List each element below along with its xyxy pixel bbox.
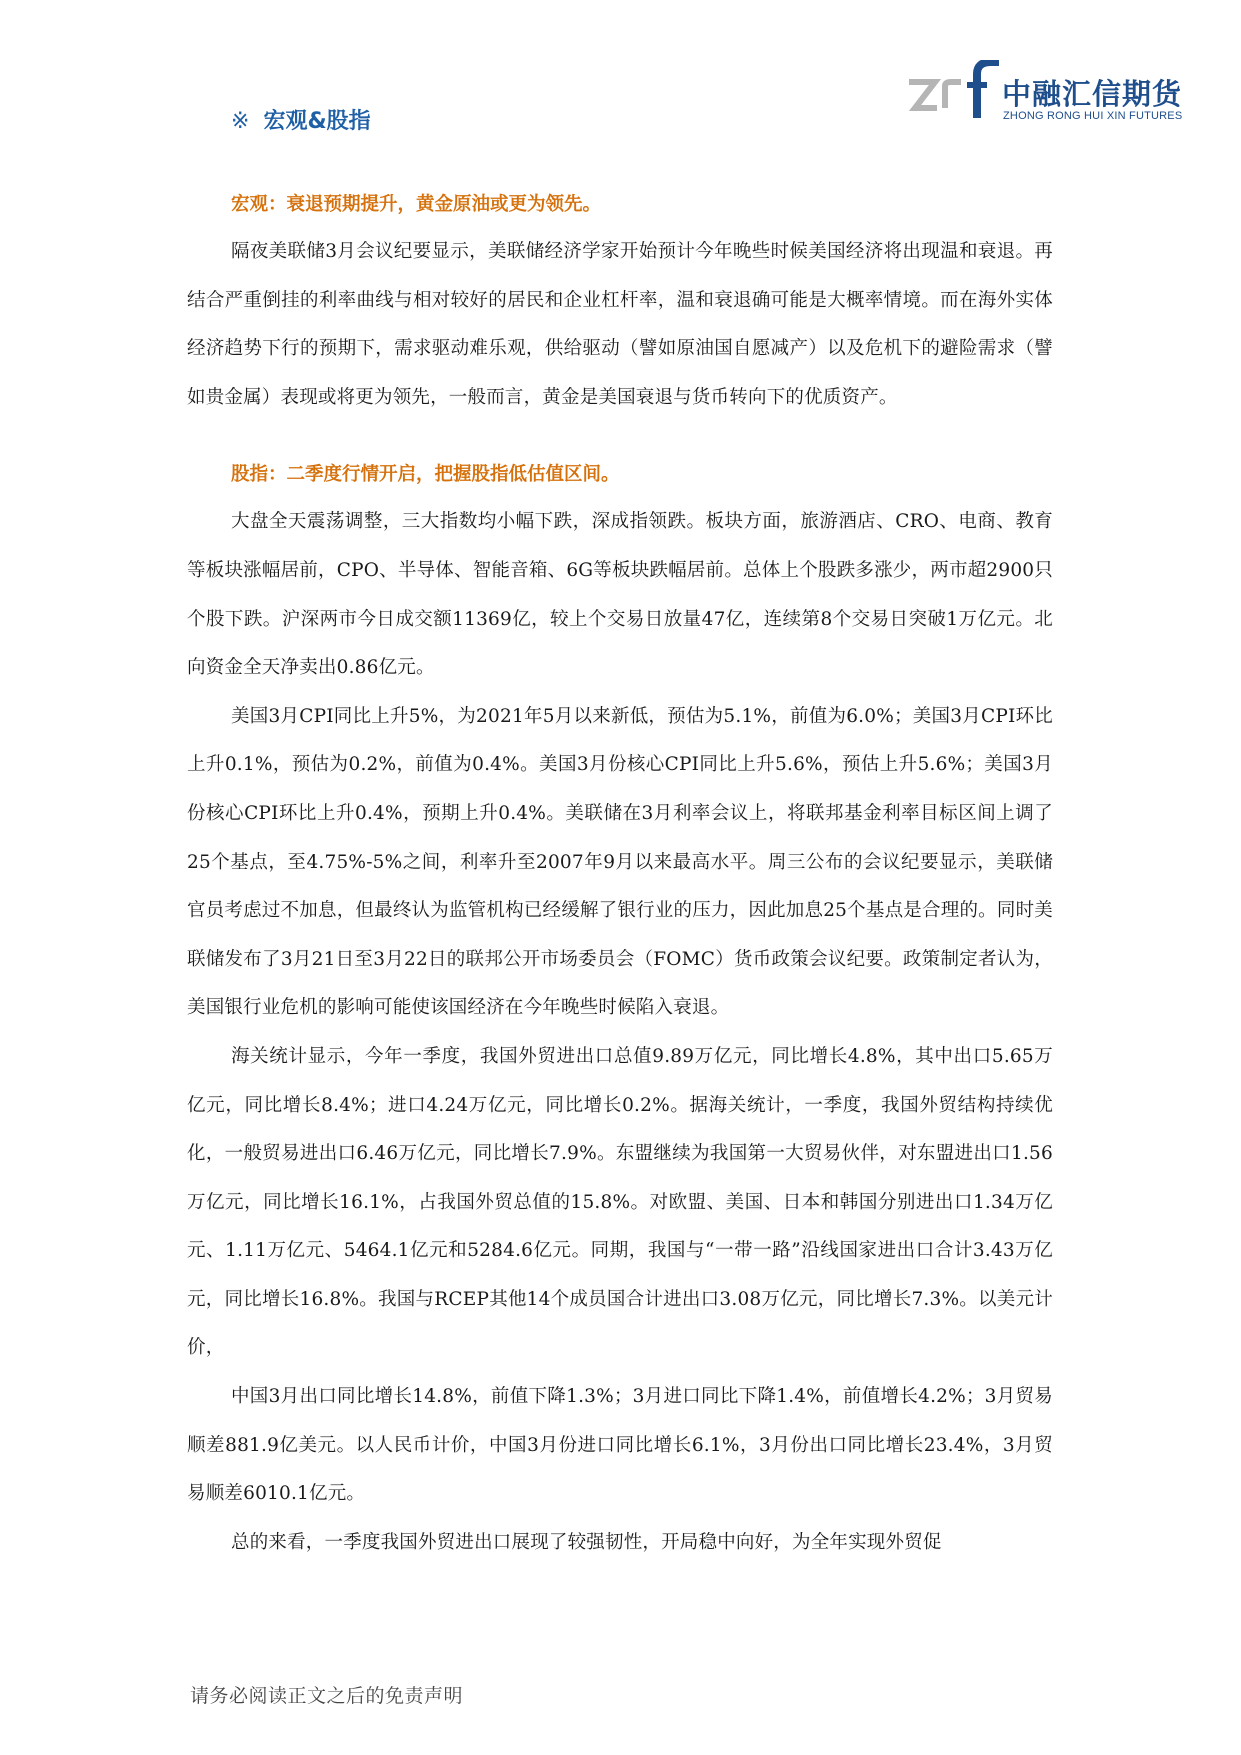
cpi-paragraph: 美国3月CPI同比上升5%，为2021年5月以来新低，预估为5.1%，前值为6.0%；美国3月CPI环比上升0.1%，预估为0.2%，前值为0.4%。美国3月份核心CPI同比上升5.6%，预估上升5.6%；美国3月份核心CPI环比上升0.4%，预期上升0.4%。美联储在3月利率会议上，将联邦基金利率目标区间上调了25个基点，至4.75%-5%之间，利率升至2007年9月以来最高水平。周三公布的会议纪要显示，美联储官员考虑过不加息，但最终认为监管机构已经缓解了银行业的压力，因此加息25个基点是合理的。同时美联储发布了3月21日至3月22日的联邦公开市场委员会（FOMC）货币政策会议纪要。政策制定者认为，美国银行业危机的影响可能使该国经济在今年晚些时候陷入衰退。 bbox=[187, 705, 1053, 1019]
index-paragraph: 大盘全天震荡调整，三大指数均小幅下跌，深成指领跌。板块方面，旅游酒店、CRO、电商、教育等板块涨幅居前，CPO、半导体、智能音箱、6G等板块跌幅居前。总体上个股跌多涨少，两市超2900只个股下跌。沪深两市今日成交额11369亿，较上个交易日放量47亿，连续第8个交易日突破1万亿元。北向资金全天净卖出0.86亿元。 bbox=[187, 511, 1053, 679]
summary-paragraph: 总的来看，一季度我国外贸进出口展现了较强韧性，开局稳中向好，为全年实现外贸促 bbox=[231, 1531, 942, 1553]
company-logo bbox=[905, 60, 1195, 130]
section-title-text: 宏观&股指 bbox=[263, 109, 371, 134]
logo-chinese-name: 中融汇信期货 bbox=[1002, 77, 1183, 111]
article-body bbox=[187, 190, 1053, 1567]
logo-english-name: ZHONG RONG HUI XIN FUTURES bbox=[1003, 110, 1183, 122]
index-heading: 股指：二季度行情开启，把握股指低估值区间。 bbox=[231, 464, 620, 486]
macro-paragraph: 隔夜美联储3月会议纪要显示，美联储经济学家开始预计今年晚些时候美国经济将出现温和衰退。再结合严重倒挂的利率曲线与相对较好的居民和企业杠杆率，温和衰退确可能是大概率情境。而在海外实体经济趋势下行的预期下，需求驱动难乐观，供给驱动（譬如原油国自愿减产）以及危机下的避险需求（譬如贵金属）表现或将更为领先，一般而言，黄金是美国衰退与货币转向下的优质资产。 bbox=[187, 241, 1053, 408]
footer-disclaimer: 请务必阅读正文之后的免责声明 bbox=[190, 1685, 464, 1707]
trade-paragraph: 海关统计显示，今年一季度，我国外贸进出口总值9.89万亿元，同比增长4.8%，其中出口5.65万亿元，同比增长8.4%；进口4.24万亿元，同比增长0.2%。据海关统计，一季度，我国外贸结构持续优化，一般贸易进出口6.46万亿元，同比增长7.9%。东盟继续为我国第一大贸易伙伴，对东盟进出口1.56万亿元，同比增长16.1%，占我国外贸总值的15.8%。对欧盟、美国、日本和韩国分别进出口1.34万亿元、1.11万亿元、5464.1亿元和5284.6亿元。同期，我国与“一带一路”沿线国家进出口合计3.43万亿元，同比增长16.8%。我国与RCEP其他14个成员国合计进出口3.08万亿元，同比增长7.3%。以美元计价， bbox=[187, 1045, 1053, 1359]
reference-mark-icon: ※ bbox=[231, 109, 250, 134]
section-title bbox=[231, 104, 371, 135]
zrf-logo-icon bbox=[905, 60, 1001, 120]
macro-heading: 宏观：衰退预期提升，黄金原油或更为领先。 bbox=[231, 194, 602, 215]
export-paragraph: 中国3月出口同比增长14.8%，前值下降1.3%；3月进口同比下降1.4%，前值增长4.2%；3月贸易顺差881.9亿美元。以人民币计价，中国3月份进口同比增长6.1%，3月份出口同比增长23.4%，3月贸易顺差6010.1亿元。 bbox=[187, 1386, 1053, 1505]
